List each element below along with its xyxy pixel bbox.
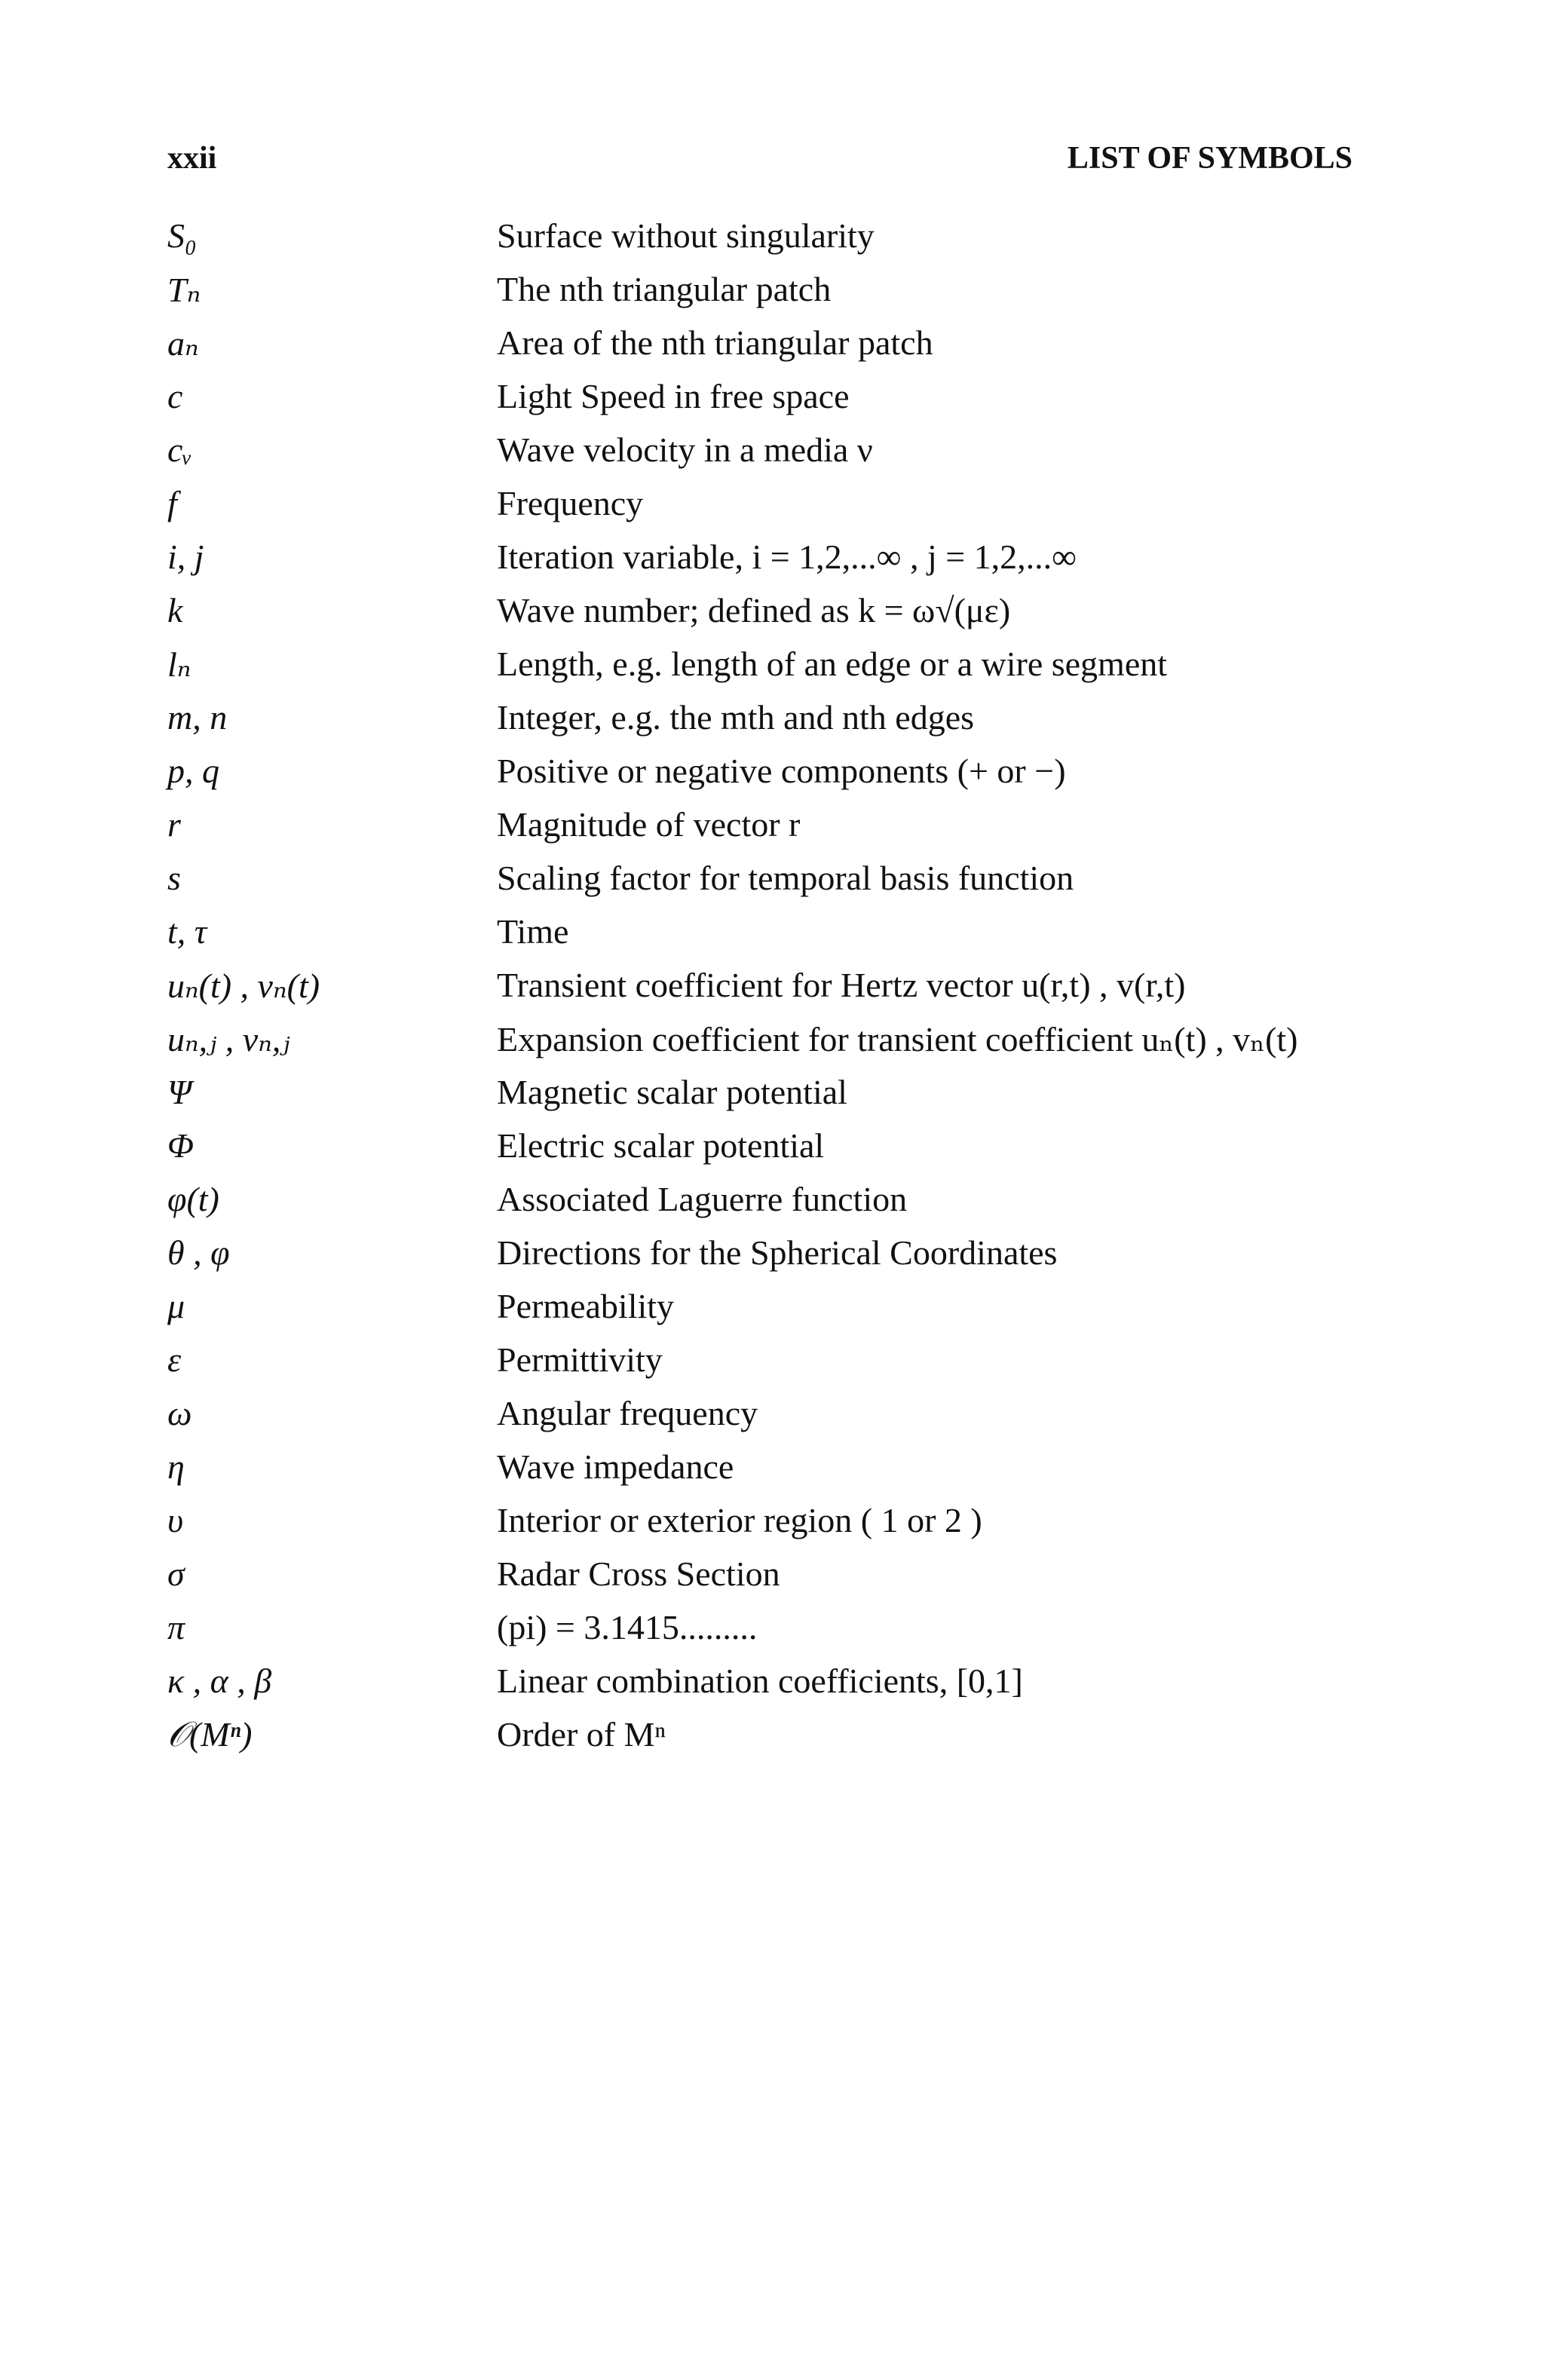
symbol-term: ε — [167, 1340, 182, 1379]
symbol-term: κ , α , β — [167, 1662, 272, 1700]
symbol-term: φ(t) — [167, 1180, 219, 1218]
symbol-description: Wave number; defined as k = ω√(με) — [497, 591, 1011, 629]
symbol-row — [167, 1018, 1374, 1072]
symbol-row — [167, 858, 1374, 911]
symbol-description: Interior or exterior region ( 1 or 2 ) — [497, 1501, 982, 1539]
symbol-description: Positive or negative components (+ or −) — [497, 752, 1066, 790]
symbol-row — [167, 804, 1374, 858]
symbol-description: Radar Cross Section — [497, 1555, 780, 1593]
symbol-list — [167, 216, 1374, 1768]
symbol-description: Frequency — [497, 484, 644, 522]
symbol-row — [167, 911, 1374, 965]
symbol-row — [167, 1500, 1374, 1554]
symbol-description: Magnetic scalar potential — [497, 1073, 847, 1111]
symbol-row — [167, 216, 1374, 269]
symbol-row — [167, 430, 1374, 483]
symbol-description: Iteration variable, i = 1,2,...∞ , j = 1,2,...∞ — [497, 538, 1077, 576]
symbol-term: cᵥ — [167, 430, 193, 469]
symbol-term: r — [167, 805, 181, 844]
symbol-term: π — [167, 1608, 185, 1646]
symbol-row — [167, 483, 1374, 537]
symbol-row — [167, 1126, 1374, 1179]
running-head: LIST OF SYMBOLS — [1067, 141, 1353, 176]
symbol-row — [167, 1447, 1374, 1500]
symbol-row — [167, 697, 1374, 751]
symbol-row — [167, 537, 1374, 590]
symbol-description: Linear combination coefficients, [0,1] — [497, 1662, 1023, 1700]
symbol-term: lₙ — [167, 645, 191, 684]
symbol-term: μ — [167, 1287, 185, 1325]
symbol-row — [167, 751, 1374, 804]
symbol-description: Transient coefficient for Hertz vector u(r,t) , v(r,t) — [497, 966, 1186, 1004]
symbol-description: The nth triangular patch — [497, 270, 832, 308]
symbol-term: p, q — [167, 752, 219, 790]
symbol-term: θ , φ — [167, 1233, 230, 1272]
symbol-description: Associated Laguerre function — [497, 1180, 908, 1218]
symbol-description: Area of the nth triangular patch — [497, 323, 933, 362]
symbol-term: 𝒪(Mⁿ) — [167, 1715, 253, 1754]
symbol-term: uₙ,ⱼ , vₙ,ⱼ — [167, 1020, 290, 1058]
symbol-row — [167, 644, 1374, 697]
symbol-description: Angular frequency — [497, 1394, 758, 1432]
symbol-term: m, n — [167, 698, 228, 737]
symbol-row — [167, 1607, 1374, 1661]
symbol-row — [167, 1286, 1374, 1340]
symbol-description: Order of Mⁿ — [497, 1715, 666, 1754]
symbol-term: t, τ — [167, 912, 207, 951]
symbol-description: Light Speed in free space — [497, 377, 850, 415]
symbol-term: ω — [167, 1394, 192, 1432]
symbol-description: Length, e.g. length of an edge or a wire segment — [497, 645, 1168, 683]
symbol-term: η — [167, 1447, 185, 1486]
symbol-term: S₀ — [167, 216, 197, 255]
symbol-row — [167, 323, 1374, 376]
symbol-description: Wave velocity in a media ν — [497, 430, 873, 469]
page-number: xxii — [167, 141, 217, 176]
symbol-term: i, j — [167, 538, 204, 576]
symbol-term: Φ — [167, 1126, 195, 1165]
symbol-row — [167, 1661, 1374, 1714]
symbol-term: Tₙ — [167, 271, 201, 309]
symbol-row — [167, 1233, 1374, 1286]
symbol-row — [167, 1340, 1374, 1393]
symbol-description: Scaling factor for temporal basis function — [497, 859, 1074, 897]
symbol-term: s — [167, 859, 181, 897]
symbol-row — [167, 269, 1374, 323]
symbol-row — [167, 376, 1374, 430]
symbol-term: υ — [167, 1501, 184, 1539]
symbol-description: (pi) = 3.1415......... — [497, 1608, 758, 1646]
symbol-term: c — [167, 377, 183, 415]
symbol-term: aₙ — [167, 324, 199, 363]
symbol-description: Time — [497, 912, 569, 951]
symbol-row — [167, 1179, 1374, 1233]
symbol-row — [167, 1554, 1374, 1607]
symbol-term: f — [167, 484, 177, 522]
symbol-description: Electric scalar potential — [497, 1126, 825, 1165]
symbol-description: Surface without singularity — [497, 216, 875, 255]
symbol-term: k — [167, 591, 183, 629]
symbol-row — [167, 590, 1374, 644]
symbol-description: Permittivity — [497, 1340, 663, 1379]
symbol-term: Ψ — [167, 1073, 192, 1111]
symbol-description: Integer, e.g. the mth and nth edges — [497, 698, 975, 737]
symbol-description: Magnitude of vector r — [497, 805, 801, 844]
symbol-description: Directions for the Spherical Coordinates — [497, 1233, 1058, 1272]
symbol-row — [167, 1393, 1374, 1447]
symbol-row — [167, 1072, 1374, 1126]
symbol-row — [167, 1714, 1374, 1768]
symbol-description: Wave impedance — [497, 1447, 734, 1486]
symbol-term: σ — [167, 1555, 185, 1593]
symbol-term: uₙ(t) , vₙ(t) — [167, 966, 320, 1005]
symbol-row — [167, 965, 1374, 1018]
symbol-description: Permeability — [497, 1287, 675, 1325]
page-header — [167, 140, 1353, 185]
symbol-description: Expansion coefficient for transient coefficient uₙ(t) , vₙ(t) — [497, 1020, 1298, 1058]
